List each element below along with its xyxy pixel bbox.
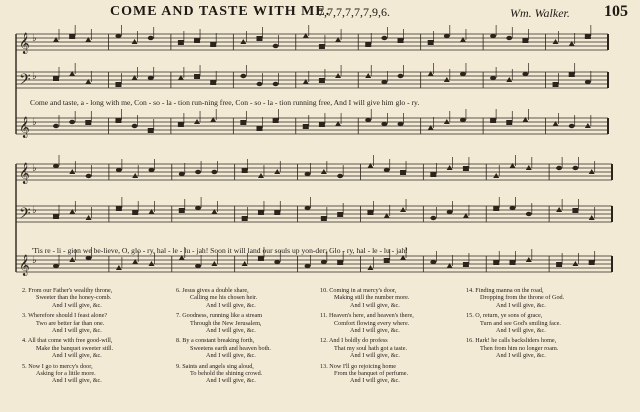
note-head	[256, 36, 262, 41]
note-head	[240, 120, 246, 125]
note-head	[569, 124, 575, 128]
verse-line: Make the banquet sweeter still.	[36, 344, 114, 352]
verse-line: And I will give, &c.	[496, 327, 546, 335]
note-head	[398, 38, 404, 43]
verse-line: 11. Heaven's here, and heaven's there,	[320, 312, 414, 320]
note-head	[381, 80, 387, 84]
note-head	[365, 73, 371, 78]
note-head	[69, 257, 75, 262]
verse	[466, 312, 564, 334]
note-head	[211, 170, 217, 174]
flat-sign-icon: ♭	[32, 33, 37, 44]
verse	[176, 363, 271, 385]
note-head	[148, 128, 154, 133]
verse	[176, 337, 271, 359]
flat-sign-icon: ♭	[32, 163, 37, 174]
note-head	[256, 82, 262, 86]
note-head	[194, 74, 200, 79]
note-head	[589, 260, 595, 265]
note-head	[273, 44, 279, 48]
note-head	[493, 173, 499, 178]
verse-line: 5. Now I go to mercy's door,	[22, 362, 93, 370]
note-head	[53, 124, 59, 128]
verse	[320, 363, 414, 385]
note-head	[510, 206, 516, 210]
note-head	[400, 170, 406, 175]
note-head	[572, 261, 578, 266]
note-head	[398, 122, 404, 126]
note-head	[569, 72, 575, 77]
verse	[466, 287, 564, 309]
note-head	[400, 207, 406, 212]
note-head	[585, 34, 591, 39]
note-head	[367, 265, 373, 270]
note-head	[116, 168, 122, 172]
note-head	[194, 38, 200, 43]
note-head	[53, 264, 59, 268]
note-head	[210, 42, 216, 47]
note-head	[589, 215, 595, 220]
note-head	[242, 168, 248, 173]
verse-line: And I will give, &c.	[350, 352, 400, 360]
note-head	[506, 77, 512, 82]
note-head	[321, 169, 327, 174]
note-head	[69, 120, 75, 124]
verse-line: And I will give, &c.	[206, 377, 256, 385]
verses-section	[0, 287, 640, 407]
note-head	[585, 123, 591, 128]
verse-line: And I will give, &c.	[350, 301, 400, 309]
note-head	[195, 206, 201, 210]
verse	[176, 287, 271, 309]
note-head	[430, 172, 436, 177]
note-head	[319, 78, 325, 83]
note-head	[305, 264, 311, 268]
note-head	[522, 38, 528, 43]
verse	[466, 337, 564, 359]
note-head	[273, 82, 279, 86]
note-head	[115, 118, 121, 123]
verse	[320, 312, 414, 334]
verse-line: Sweetens earth and heaven both.	[190, 344, 271, 352]
note-head	[274, 210, 280, 215]
verse-line: 6. Jesus gives a double share,	[176, 287, 249, 294]
note-head	[115, 34, 121, 38]
note-head	[303, 124, 309, 129]
note-head	[589, 169, 595, 174]
verse-line: And I will give, &c.	[52, 352, 102, 360]
note-head	[86, 174, 92, 178]
verse	[176, 312, 271, 334]
verse-line: And I will give, &c.	[52, 301, 102, 309]
verse-line: Asking for a little more.	[36, 370, 96, 378]
note-head	[430, 216, 436, 220]
note-head	[178, 122, 184, 127]
verse-line: 2. From our Father's wealthy throne,	[22, 287, 113, 294]
note-head	[69, 34, 75, 39]
note-head	[463, 262, 469, 267]
note-head	[194, 119, 200, 124]
note-head	[553, 39, 559, 44]
note-head	[53, 214, 59, 219]
note-head	[526, 165, 532, 170]
note-head	[444, 119, 450, 124]
verse-line: Making still the number more.	[334, 294, 410, 302]
note-head	[242, 261, 248, 266]
note-head	[148, 168, 154, 172]
note-head	[148, 261, 154, 266]
note-head	[493, 206, 499, 211]
clef-icon: 𝄞	[19, 163, 30, 184]
note-head	[132, 210, 138, 215]
note-head	[274, 169, 280, 174]
verse-line: Then from him no longer roam.	[480, 344, 559, 352]
note-head	[428, 40, 434, 45]
verse-line: Turn and see God's smiling face.	[480, 319, 561, 327]
verse-line: And I will give, &c.	[52, 377, 102, 385]
note-head	[132, 173, 138, 178]
note-head	[490, 76, 496, 80]
note-head	[365, 118, 371, 122]
verse-line: 15. O, return, ye sons of grace,	[466, 312, 543, 320]
verse	[22, 337, 113, 359]
note-head	[335, 73, 341, 78]
note-head	[53, 164, 59, 168]
note-head	[463, 166, 469, 171]
note-head	[273, 118, 279, 123]
verse-line: 12. And I boldly do profess	[320, 337, 388, 345]
verse-line: 16. Hark! he calls backsliders home,	[466, 337, 557, 345]
verse-line: And I will give, &c.	[206, 301, 256, 309]
verse-column-2	[176, 287, 271, 388]
flat-sign-icon: ♭	[32, 205, 37, 216]
note-head	[572, 208, 578, 213]
clef-icon: 𝄞	[19, 255, 30, 276]
note-head	[256, 126, 262, 131]
verse-line: Calling me his chosen heir.	[190, 294, 258, 302]
note-head	[321, 216, 327, 221]
note-head	[490, 34, 496, 38]
note-head	[242, 216, 248, 221]
verse-line: Dropping from the throne of God.	[480, 294, 565, 302]
note-head	[69, 169, 75, 174]
verse	[22, 363, 113, 385]
verse	[22, 287, 113, 309]
note-head	[179, 172, 185, 176]
verse-line: 3. Wherefore should I feast alone?	[22, 312, 108, 320]
note-head	[384, 258, 390, 263]
note-head	[115, 82, 121, 87]
flat-sign-icon: ♭	[32, 117, 37, 128]
note-head	[381, 36, 387, 40]
verse-line: Through the New Jerusalem,	[190, 319, 262, 327]
flat-sign-icon: ♭	[32, 255, 37, 266]
note-head	[430, 260, 436, 264]
note-head	[553, 82, 559, 87]
note-head	[53, 76, 59, 81]
verse-line: And I will give, &c.	[350, 377, 400, 385]
note-head	[510, 260, 516, 265]
verse-line: From the banquet of perfume.	[334, 370, 409, 378]
verse-line: 10. Coming in at mercy's door,	[320, 287, 397, 294]
verse-column-4	[466, 287, 564, 363]
note-head	[274, 260, 280, 264]
verse-line: To behold the shining crowd.	[190, 370, 263, 378]
verse	[320, 337, 414, 359]
verse-line: Sweeter than the honey-comb.	[36, 294, 112, 302]
note-head	[367, 210, 373, 215]
page-number: 105	[604, 3, 628, 20]
clef-icon: 𝄞	[19, 33, 30, 54]
clef-icon: 𝄢	[19, 71, 31, 92]
verse-column-1	[22, 287, 113, 388]
note-head	[195, 170, 201, 174]
note-head	[556, 262, 562, 267]
note-head	[321, 260, 327, 264]
note-head	[506, 36, 512, 40]
note-head	[116, 265, 122, 270]
note-head	[444, 77, 450, 82]
verse-line: And I will give, &c.	[206, 327, 256, 335]
note-head	[337, 260, 343, 265]
lyrics-line-1: Come and taste, a - long with me, Con - so - la - tion run-ning free, Con - so - la - tion running free, And I will give him glo - ry.	[30, 98, 420, 107]
note-head	[506, 120, 512, 125]
note-head	[556, 166, 562, 170]
note-head	[381, 122, 387, 126]
note-head	[493, 260, 499, 265]
verse-line: Two are better far than one.	[36, 319, 105, 327]
note-head	[240, 74, 246, 78]
note-head	[148, 36, 154, 40]
note-head	[447, 165, 453, 170]
clef-icon: 𝄞	[19, 117, 30, 138]
hymn-title: COME AND TASTE WITH ME.	[110, 4, 331, 19]
verse-column-3	[320, 287, 414, 388]
note-head	[178, 40, 184, 45]
flat-sign-icon: ♭	[32, 71, 37, 82]
note-head	[179, 208, 185, 213]
verse-line: 4. All that come with free good-will,	[22, 337, 113, 345]
note-head	[398, 74, 404, 78]
note-head	[86, 256, 92, 260]
note-head	[319, 122, 325, 127]
lyrics-line-2: 'Tis re - li - gion we be-lieve, O, glo - ry, hal - le - lu - jah! Soon it will land our souls up yon-der; Glo - ry, hal - le - lu - jah!	[32, 246, 408, 255]
note-head	[490, 118, 496, 123]
verse	[22, 312, 113, 334]
note-head	[240, 39, 246, 44]
note-head	[522, 72, 528, 76]
note-head	[86, 215, 92, 220]
note-head	[305, 206, 311, 210]
note-head	[556, 207, 562, 212]
verse-line: Comfort flowing every where.	[334, 319, 410, 327]
note-head	[258, 173, 264, 178]
note-head	[258, 256, 264, 261]
note-head	[85, 120, 91, 125]
note-head	[305, 172, 311, 176]
note-head	[195, 264, 201, 268]
verse-line: 8. By a constant breaking forth,	[176, 337, 255, 345]
note-head	[319, 44, 325, 49]
note-head	[447, 210, 453, 214]
note-head	[572, 166, 578, 170]
verse-line: 7. Goodness, running like a stream	[176, 312, 263, 320]
composer-name: Wm. Walker.	[510, 6, 570, 20]
verse-line: And I will give, &c.	[496, 301, 546, 309]
note-head	[116, 206, 122, 211]
verse-line: That my soul hath got a taste.	[334, 344, 408, 352]
verse-line: 9. Saints and angels sing aloud,	[176, 362, 254, 370]
note-head	[132, 124, 138, 128]
note-head	[132, 39, 138, 44]
note-head	[526, 212, 532, 216]
note-head	[148, 76, 154, 80]
note-head	[460, 72, 466, 76]
verse	[320, 287, 414, 309]
hymn-meter: 7,7,7,7,7,7,9,6.	[318, 5, 390, 19]
verse-line: And I will give, &c.	[206, 352, 256, 360]
verse-line: 14. Finding manna on the road,	[466, 287, 544, 294]
note-head	[460, 118, 466, 122]
note-head	[365, 42, 371, 47]
verse-line: And I will give, &c.	[52, 327, 102, 335]
note-head	[444, 34, 450, 38]
note-head	[258, 210, 264, 215]
note-head	[585, 80, 591, 84]
clef-icon: 𝄢	[19, 205, 31, 226]
verse-line: 13. Now I'll go rejoicing home	[320, 362, 397, 370]
note-head	[211, 261, 217, 266]
note-head	[337, 212, 343, 217]
verse-line: And I will give, &c.	[350, 327, 400, 335]
note-head	[526, 257, 532, 262]
note-head	[210, 80, 216, 85]
note-head	[337, 174, 343, 178]
verse-line: And I will give, &c.	[496, 352, 546, 360]
note-head	[384, 168, 390, 172]
